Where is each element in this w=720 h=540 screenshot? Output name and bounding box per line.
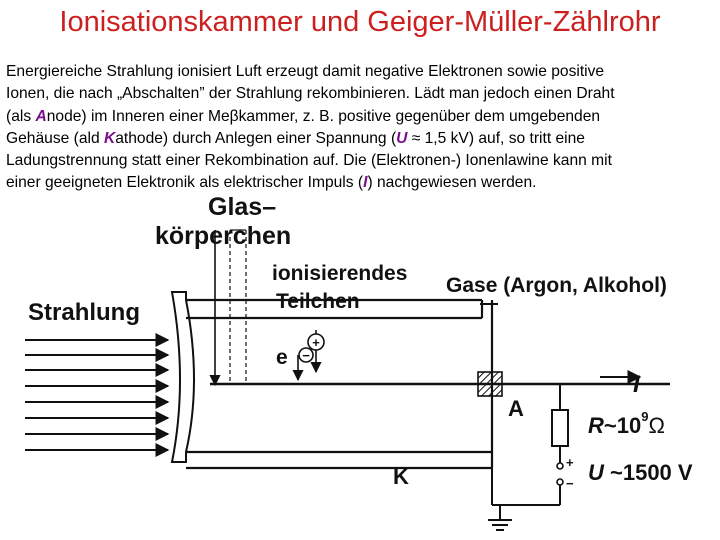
paragraph-line-5: Ladungstrennung statt einer Rekombination auf. Die (Elektronen-) Ionenlawine kann mit	[6, 152, 612, 170]
resistor	[552, 410, 568, 446]
paragraph-text: Gehäuse (ald	[6, 129, 104, 147]
terminal-negative	[557, 479, 563, 485]
terminal-positive	[557, 463, 563, 469]
paragraph-text: node) im Inneren einer Meβkammer, z. B. positive gegenüber dem umgebenden	[46, 107, 601, 125]
paragraph-text: ) nachgewiesen werden.	[367, 174, 537, 192]
radiation-label: Strahlung	[28, 299, 140, 326]
paragraph-line-2: Ionen, die nach „Abschalten” der Strahlung rekombinieren. Lädt man jedoch einen Draht	[6, 85, 615, 103]
particle-label-line1: ionisierendes	[272, 262, 408, 285]
plus-sign: +	[566, 455, 574, 470]
gas-label: Gase (Argon, Alkohol)	[446, 274, 667, 297]
insulator-feedthrough	[478, 372, 502, 396]
resistance-exponent: 9	[641, 409, 649, 424]
resistance-symbol: R	[588, 413, 604, 438]
radiation-arrows	[25, 340, 168, 450]
paragraph-text: ≈ 1,5 kV) auf, so tritt eine	[407, 129, 585, 147]
anode-letter: A	[35, 107, 47, 125]
paragraph-text: athode) durch Anlegen einer Spannung (	[115, 129, 397, 147]
positive-ion-sign: +	[312, 335, 320, 350]
particle-label-line2: Teilchen	[276, 290, 360, 313]
voltage-value: ~1500 V	[603, 460, 693, 485]
paragraph-text: einer geeigneten Elektronik als elektrischer Impuls (	[6, 174, 364, 192]
cathode-label: K	[393, 464, 409, 489]
ohm-symbol: Ω	[648, 413, 665, 438]
negative-ion	[299, 348, 313, 363]
voltage-symbol: U	[588, 460, 604, 485]
minus-sign: −	[566, 476, 574, 491]
paragraph-text: (als	[6, 107, 36, 125]
glass-label-line2: körperchen	[155, 222, 292, 250]
resistance-label	[588, 409, 665, 438]
paragraph-line-1: Energiereiche Strahlung ionisiert Luft erzeugt damit negative Elektronen sowie positive	[6, 63, 605, 80]
cathode-letter: K	[103, 129, 116, 147]
glass-label-line1: Glas–	[208, 193, 277, 221]
resistance-value: ~10	[603, 413, 642, 438]
electron-label: e	[276, 346, 288, 369]
positive-ion	[308, 334, 324, 350]
page-title: Ionisationskammer und Geiger-Müller-Zählrohr	[59, 6, 661, 38]
current-label: I	[633, 371, 640, 398]
negative-ion-sign: −	[302, 348, 310, 363]
voltage-label	[588, 460, 693, 485]
current-letter: I	[363, 174, 368, 192]
anode-label: A	[508, 396, 524, 421]
voltage-letter: U	[396, 129, 408, 147]
